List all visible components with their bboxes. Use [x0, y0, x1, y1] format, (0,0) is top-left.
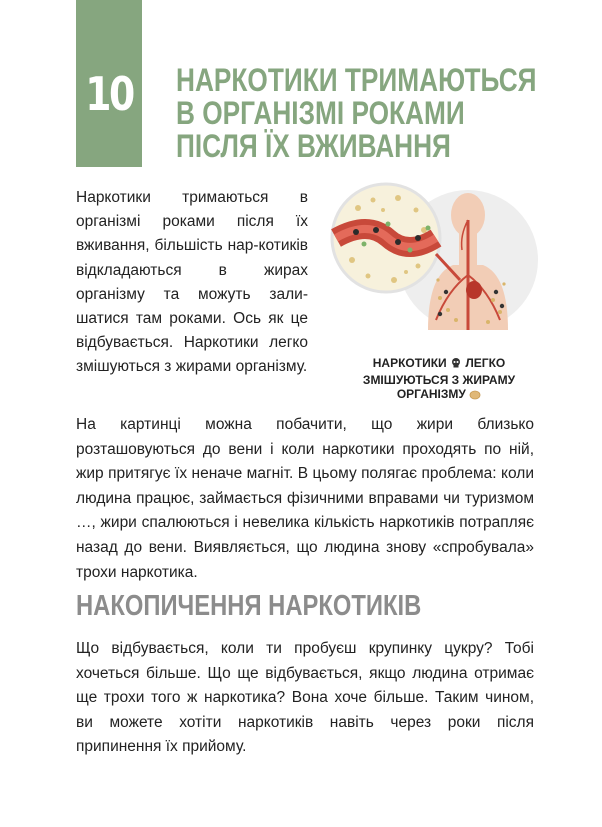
- title-line-1: НАРКОТИКИ ТРИМАЮТЬСЯ: [176, 62, 537, 98]
- caption-part-1: НАРКОТИКИ: [372, 356, 447, 370]
- chapter-number-box: [76, 0, 142, 167]
- fat-droplet-icon: [469, 389, 481, 404]
- illustration-caption: [360, 356, 518, 404]
- caption-part-2: ЛЕГКО ЗМІШУЮТЬСЯ З ЖИРАМУ ОРГАНІЗМУ: [362, 356, 516, 401]
- page-title: [176, 62, 537, 164]
- chapter-number: 10: [85, 67, 133, 121]
- section-heading: НАКОПИЧЕННЯ НАРКОТИКІВ: [76, 590, 422, 622]
- title-line-3: ПІСЛЯ ЇХ ВЖИВАННЯ: [176, 128, 451, 164]
- explanation-paragraph: На картинці можна побачити, що жири близько розташовуються до вени і коли наркотики проходять по ній, жир притягує їх неначе магніт. В цьому полягає проблема: коли людина працює, займається фізичними вправами чи туризмом …, жири спалюються і невелика кількість наркотиків потрапляє назад до вени. Виявляється, що людина знову «спробувала» трохи наркотика.: [76, 416, 534, 581]
- accumulation-paragraph: Що відбувається, коли ти пробуєш крупинку цукру? Тобі хочеться більше. Що ще відбувається, якщо людина отримає ще трохи того ж наркотика? Вона хоче більше. Таким чином, ви можете хотіти наркотиків навіть через роки після припинення їх прийому.: [76, 640, 534, 756]
- body-fat-vein-illustration: [328, 180, 542, 340]
- title-line-2: В ОРГАНІЗМІ РОКАМИ: [176, 95, 465, 131]
- intro-paragraph: Наркотики тримаються в організмі роками після їх вживання, більшість нар-котиків відкладаються в жирах організму та можуть зали-шатися там роками. Ось як це відбувається. Наркотики легко змішуються з жирами організму.: [76, 189, 308, 376]
- skull-icon: [450, 357, 462, 373]
